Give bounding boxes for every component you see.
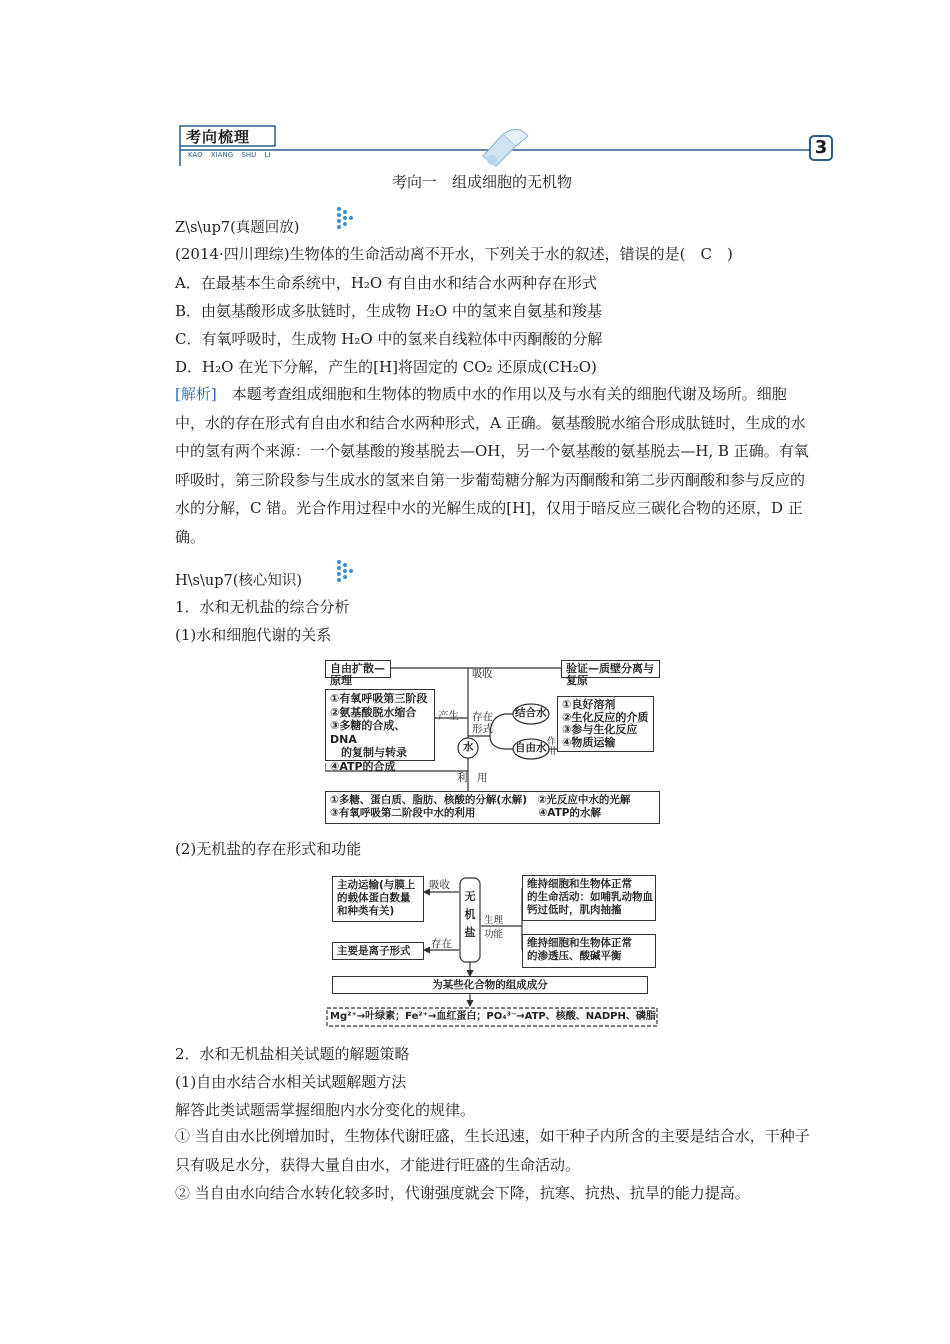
physio-label-1: 生理 [484,915,504,926]
effect-label-1: 作 [547,737,557,747]
item-2-heading: 2．水和无机盐相关试题的解题策略 [175,1045,410,1063]
water-function-box: ①良好溶剂 ②生化反应的介质 ③参与生化反应 ④物质运输 [557,696,654,752]
option-d: D．H₂O 在光下分解，产生的[H]将固定的 CO₂ 还原成(CH₂O) [175,358,597,376]
active-transport-box: 主动运输(与膜上 的载体蛋白数量 和种类有关) [332,876,424,922]
inorganic-salt-node: 无 机 盐 [464,890,476,939]
intro-paragraph: 解答此类试题需掌握细胞内水分变化的规律。 [175,1101,476,1119]
free-water-node: 自由水 [515,742,547,754]
ion-form-box: 主要是离子形式 [332,942,424,960]
banner-graphic [178,124,838,168]
function-box-1: 维持细胞和生物体正常 的生命活动：如哺乳动物血 钙过低时，肌肉抽搐 [522,875,656,921]
arrow-dots-icon [336,206,358,234]
scroll-icon [483,129,528,166]
water-production-box: ①有氧呼吸第三阶段 ②氨基酸脱水缩合 ③多糖的合成、DNA 的复制与转录 ④ATP的合成 [325,689,435,761]
top-right-box: 验证—质壁分离与复原 [561,660,660,678]
produce-label: 产生 [438,710,459,722]
function-box-2: 维持细胞和生物体正常 的渗透压、酸碱平衡 [522,934,656,968]
water-node: 水 [463,741,474,753]
use-label-1: 利 [457,772,468,784]
page-heading: 考向一 组成细胞的无机物 [392,173,573,191]
core-knowledge-label: H\s\up7(核心知识) [175,573,303,589]
inorganic-salt-diagram [326,872,662,1028]
banner-pinyin: KAO XIANG SHU LI [188,151,271,159]
rule-paragraph-2: ② 当自由水向结合水转化较多时，代谢强度就会下降，抗寒、抗热、抗旱的能力提高。 [175,1184,750,1202]
option-c: C．有氧呼吸时，生成物 H₂O 中的氢来自线粒体中丙酮酸的分解 [175,330,603,348]
physio-label-2: 功能 [484,929,504,940]
question-stem: (2014·四川理综)生物体的生命活动离不开水，下列关于水的叙述，错误的是( C ) [175,245,733,263]
exist-label: 存在 [431,938,452,950]
water-use-box: ①多糖、蛋白质、脂肪、核酸的分解(水解) ②光反应中水的光解 ③有氧呼吸第二阶段中水的利用 ④ATP的水解 [325,791,660,824]
exist-label-1: 存在 [472,711,493,723]
salt-examples: Mg²⁺→叶绿素；Fe²⁺→血红蛋白；PO₄³⁻→ATP、核酸、NADPH、磷脂 [330,1011,656,1022]
rule-paragraph-1: ① 当自由水比例增加时，生物体代谢旺盛，生长迅速，如干种子内所含的主要是结合水，干种子只有吸足水分，获得大量自由水，才能进行旺盛的生命活动。 [175,1127,810,1174]
water-metabolism-diagram [325,656,660,826]
item-1-heading: 1．水和无机盐的综合分析 [175,598,350,616]
absorb-label: 吸收 [429,879,450,891]
sub-1-heading: (1)水和细胞代谢的关系 [175,626,332,644]
option-b: B．由氨基酸形成多肽链时，生成物 H₂O 中的氢来自氨基和羧基 [175,302,602,320]
absorb-label-2: 收 [482,668,493,680]
component-box: 为某些化合物的组成成分 [332,976,648,994]
review-label: Z\s\up7(真题回放) [175,220,300,236]
analysis-paragraph [175,380,815,551]
sub-2-heading: (2)无机盐的存在形式和功能 [175,840,362,858]
exist-label-2: 形式 [472,723,493,735]
sub-3-heading: (1)自由水结合水相关试题解题方法 [175,1073,407,1091]
effect-label-2: 用 [547,747,557,757]
section-banner [178,124,838,168]
use-label-2: 用 [477,772,488,784]
analysis-tag: [解析] [175,385,217,403]
top-left-box: 自由扩散—原理 [325,660,391,678]
banner-title: 考向梳理 [186,128,251,146]
option-a: A．在最基本生命系统中，H₂O 有自由水和结合水两种存在形式 [175,274,597,292]
bound-water-node: 结合水 [515,707,547,719]
arrow-dots-icon [336,559,358,587]
absorb-label-1: 吸 [472,668,483,680]
section-number-badge: 3 [814,137,828,158]
analysis-text: 本题考查组成细胞和生物体的物质中水的作用以及与水有关的细胞代谢及场所。细胞中，水的存在形式有自由水和结合水两种形式，A 正确。氨基酸脱水缩合形成肽链时，生成的水中的氢有两个来源：一个氨基酸的羧基脱去—OH，另一个氨基酸的氨基脱去—H, B 正确。有氧呼吸时，第三阶段参与生成水的氢来自第一步葡萄糖分解为丙酮酸和第二步丙酮酸和参与反应的水的分解，C 错。光合作用过程中水的光解生成的[H]，仅用于暗反应三碳化合物的还原，D 正确。 [175,385,809,546]
